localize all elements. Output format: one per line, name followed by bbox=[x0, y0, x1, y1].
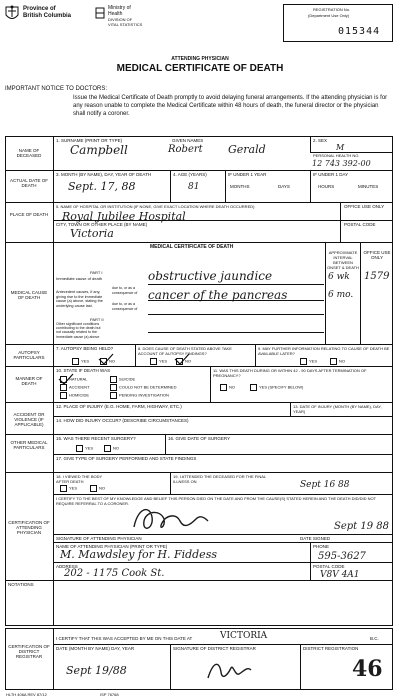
manner-homicide[interactable] bbox=[60, 392, 89, 399]
accident-divider bbox=[290, 402, 291, 416]
other-q16: 16. GIVE DATE OF SURGERY bbox=[168, 436, 231, 441]
surname-label: 1. SURNAME (PRINT OR TYPE) bbox=[56, 138, 123, 143]
surgery-no[interactable] bbox=[104, 445, 119, 452]
given-name-value: Robert bbox=[168, 144, 203, 155]
title-kicker: ATTENDING PHYSICIAN bbox=[171, 56, 229, 62]
province-line-2: British Columbia bbox=[23, 13, 72, 19]
manner-suicide[interactable] bbox=[110, 376, 135, 383]
registrar-side-label: CERTIFICATION OF DISTRICT REGISTRAR bbox=[8, 644, 50, 659]
autopsy-q8: 8. DOES CAUSE OF DEATH STATED ABOVE TAKE ACCOUNT OF AUTOPSY FINDINGS? bbox=[138, 346, 232, 356]
manner-undetermined-label: COULD NOT BE DETERMINED bbox=[119, 384, 177, 390]
part1-label: PART I bbox=[90, 270, 103, 275]
place-office-label: OFFICE USE ONLY bbox=[344, 204, 385, 209]
pregnancy-yes[interactable] bbox=[250, 384, 303, 391]
cause-side-label: MEDICAL CAUSE OF DEATH bbox=[10, 290, 48, 300]
registration-number: 015344 bbox=[338, 26, 381, 37]
ministry-line-2: Health bbox=[108, 11, 123, 17]
under1-year-label: IF UNDER 1 YEAR bbox=[228, 172, 267, 177]
autopsy-divider-1 bbox=[135, 344, 136, 366]
phone-value: 595-3627 bbox=[318, 551, 366, 562]
cert-divider bbox=[170, 472, 171, 494]
city-label: CITY, TOWN OR OTHER PLACE (BY NAME) bbox=[56, 222, 148, 227]
notice-body: Issue the Medical Certificate of Death promptly to avoid delaying funeral arrangements. If the attending physician is for any reason unable to complete the Medical Certificate within 48 hours of death, the funeral director or the physician shall notify a coroner. bbox=[73, 95, 388, 117]
manner-homicide-label: HOMICIDE bbox=[69, 392, 89, 398]
attended-date-value: Sept 16 88 bbox=[300, 480, 350, 490]
cause-heading: MEDICAL CERTIFICATE OF DEATH bbox=[150, 244, 234, 250]
autopsy-q7: 7. AUTOPSY BEING HELD? bbox=[56, 346, 114, 351]
under1-day-label: IF UNDER 1 DAY bbox=[313, 172, 349, 177]
pregnancy-no-label: NO bbox=[229, 384, 235, 390]
cause-a-value: obstructive jaundice bbox=[148, 269, 273, 283]
notations-label: NOTATIONS bbox=[8, 582, 34, 587]
address-value: 202 - 1175 Cook St. bbox=[64, 568, 165, 579]
other-conditions-label: Other significant conditions contributing to the death but not causally related to the immediate cause (a) above bbox=[56, 322, 101, 339]
q8-no-label: NO bbox=[185, 358, 191, 364]
due-to-b-label: due to, or as a consequence of bbox=[112, 302, 138, 311]
registrar-date-label: DATE (MONTH BY NAME) DAY, YEAR bbox=[56, 646, 135, 651]
phone-divider bbox=[310, 542, 311, 580]
manner-divider bbox=[210, 366, 211, 402]
registrar-side-divider bbox=[53, 628, 54, 690]
row-divider-2 bbox=[5, 202, 393, 203]
surname-value: Campbell bbox=[70, 143, 128, 157]
other-q15: 15. WAS THERE RECENT SURGERY? bbox=[56, 436, 136, 441]
natural-check-mark-icon bbox=[58, 372, 74, 384]
cause-c-line bbox=[148, 314, 324, 315]
part2-label: PART II bbox=[90, 317, 104, 322]
antecedent-label: Antecedent causes, if any, giving rise to the immediate cause (a) above, stating the underlying cause last. bbox=[56, 290, 103, 308]
minutes-label: MINUTES bbox=[358, 184, 379, 189]
registrar-certify-label: I CERTIFY THAT THIS WAS ACCEPTED BY ME ON THIS DATE AT bbox=[56, 636, 193, 641]
death-date-label: 3. MONTH (BY NAME), DAY, YEAR OF DEATH bbox=[56, 172, 152, 177]
place-office-divider bbox=[340, 202, 341, 242]
surgery-yes[interactable] bbox=[76, 445, 93, 452]
under1-divider bbox=[225, 170, 226, 202]
given-names-label: GIVEN NAMES bbox=[172, 138, 204, 143]
registration-label: REGISTRATION No. bbox=[313, 7, 351, 12]
signature-line bbox=[53, 534, 393, 535]
q9-yes[interactable] bbox=[300, 358, 317, 365]
manner-accident-label: ACCIDENT bbox=[69, 384, 90, 390]
viewed-no-label: NO bbox=[99, 485, 105, 491]
death-date-section-label: ACTUAL DATE OF DEATH bbox=[9, 178, 48, 188]
row-divider-5 bbox=[5, 366, 393, 367]
age-label: 4. AGE (YEARS) bbox=[173, 172, 207, 177]
address-label: ADDRESS bbox=[56, 564, 78, 569]
province-line-1: Province of bbox=[23, 6, 56, 12]
cause-b-value: cancer of the pancreas bbox=[148, 288, 288, 302]
phn-value: 12 743 392-00 bbox=[312, 159, 371, 168]
interval-divider bbox=[325, 242, 326, 344]
cert-q18: 18. I VIEWED THE BODY AFTER DEATH bbox=[56, 474, 103, 484]
physician-signature bbox=[130, 503, 210, 535]
viewed-yes-label: YES bbox=[69, 485, 78, 491]
registration-sub: (Department Use Only) bbox=[308, 13, 350, 18]
other-divider bbox=[165, 434, 166, 454]
side-label-divider bbox=[53, 136, 54, 626]
due-to-a-label: due to, or as a consequence of bbox=[112, 286, 138, 295]
cause-part2-line bbox=[148, 332, 324, 333]
interval-a-value: 6 wk bbox=[328, 272, 350, 282]
registrar-sig-label: SIGNATURE OF DISTRICT REGISTRAR bbox=[173, 646, 256, 651]
place-mid-line bbox=[53, 220, 393, 221]
manner-natural-label: NATURAL bbox=[69, 376, 88, 382]
accident-side-label: ACCIDENT OR VIOLENCE (IF APPLICABLE) bbox=[13, 412, 45, 427]
sex-label: 2. SEX bbox=[313, 138, 328, 143]
deceased-section-label: NAME OF DECEASED bbox=[16, 148, 42, 158]
sex-divider bbox=[310, 136, 311, 152]
sex-value: M bbox=[336, 143, 345, 152]
cert-statement: I CERTIFY TO THE BEST OF MY KNOWLEDGE AND BELIEF THIS PERSON DIED ON THE DATE AND FROM THE CAUSE(S) STATED HEREIN AND THE DEATH DID/DID NOT REQUIRE REFERRAL TO A CORONER. bbox=[56, 496, 376, 506]
q7-no-label: NO bbox=[109, 358, 115, 364]
cause-a-line bbox=[148, 284, 324, 285]
place-postal-label: POSTAL CODE bbox=[344, 222, 376, 227]
physician-name-label: NAME OF ATTENDING PHYSICIAN (PRINT OR TYPE) bbox=[56, 544, 168, 549]
manner-pending[interactable] bbox=[110, 392, 169, 399]
city-value: Victoria bbox=[70, 227, 114, 240]
ministry-line-4: VITAL STATISTICS bbox=[108, 22, 143, 27]
row-divider-6 bbox=[5, 402, 393, 403]
age-divider bbox=[170, 170, 171, 202]
district-number-value: 46 bbox=[352, 656, 383, 682]
physician-name-value: M. Mawdsley for H. Fiddess bbox=[60, 548, 217, 561]
accident-q13: 13. DATE OF INJURY (MONTH (BY NAME), DAY, YEAR) bbox=[293, 404, 382, 414]
immediate-cause-label: Immediate cause of death bbox=[56, 276, 103, 281]
date-signed-label: DATE SIGNED bbox=[300, 536, 331, 541]
row-divider-1 bbox=[5, 170, 393, 171]
accident-q14: 14. HOW DID INJURY OCCUR? (DESCRIBE CIRCUMSTANCES) bbox=[56, 418, 189, 423]
cause-office-label: OFFICE USE ONLY bbox=[363, 250, 391, 260]
under1-day-divider bbox=[310, 170, 311, 202]
q9-yes-label: YES bbox=[309, 358, 318, 364]
name-top-line bbox=[53, 542, 393, 543]
q8-yes[interactable] bbox=[150, 358, 167, 365]
autopsy-q9: 9. MAY FURTHER INFORMATION RELATING TO CAUSE OF DEATH BE AVAILABLE LATER? bbox=[258, 346, 390, 356]
district-registration-label: DISTRICT REGISTRATION bbox=[303, 646, 359, 651]
manner-side-label: MANNER OF DEATH bbox=[15, 376, 43, 386]
registrar-divider-2 bbox=[300, 644, 301, 690]
hours-label: HOURS bbox=[318, 184, 335, 189]
q9-no-label: NO bbox=[339, 358, 345, 364]
signature-label: SIGNATURE OF ATTENDING PHYSICIAN bbox=[56, 536, 142, 541]
manner-undetermined[interactable] bbox=[110, 384, 177, 391]
surgery-yes-label: YES bbox=[85, 445, 94, 451]
ministry-line-3: DIVISION OF bbox=[108, 17, 133, 22]
days-label: DAYS bbox=[278, 184, 290, 189]
cause-office-divider bbox=[360, 242, 361, 344]
phn-label: PERSONAL HEALTH NO. bbox=[313, 153, 360, 158]
viewed-yes[interactable] bbox=[60, 485, 77, 492]
row-divider-9 bbox=[5, 580, 393, 581]
manner-suicide-label: SUICIDE bbox=[119, 376, 136, 382]
accident-q12: 12. PLACE OF INJURY (E.G. HOME, FARM, HIGHWAY, ETC.) bbox=[56, 404, 182, 409]
q8-no-check-mark-icon bbox=[174, 352, 190, 364]
surgery-no-label: NO bbox=[113, 445, 119, 451]
autopsy-side-label: AUTOPSY PARTICULARS bbox=[13, 350, 45, 360]
cert-q19: 19. I ATTENDED THE DECEASED FOR THE FINAL ILLNESS ON bbox=[173, 474, 266, 484]
other-mid-line bbox=[53, 454, 393, 455]
death-date-value: Sept. 17, 88 bbox=[68, 180, 136, 193]
cert-line-1 bbox=[53, 494, 393, 495]
form-number: HLTH 406A REV 87/12 bbox=[6, 692, 47, 697]
phone-label: PHONE bbox=[313, 544, 330, 549]
q7-yes-label: YES bbox=[81, 358, 90, 364]
manner-accident[interactable] bbox=[60, 384, 89, 391]
other-q17: 17. GIVE TYPE OF SURGERY PERFORMED AND STATE FINDINGS bbox=[56, 456, 197, 461]
hospital-label: 5. NAME OF HOSPITAL OR INSTITUTION (IF NONE, GIVE EXACT LOCATION WHERE DEATH OCCURRED) bbox=[56, 204, 255, 209]
manner-q11: 11. WAS THIS DEATH DURING OR WITHIN 42 - 90 DAYS AFTER TERMINATION OF PREGNANCY? bbox=[213, 368, 367, 378]
postal-value: V8V 4A1 bbox=[320, 570, 360, 580]
row-divider-7 bbox=[5, 434, 393, 435]
row-divider-3 bbox=[5, 242, 393, 243]
row-divider-8 bbox=[5, 472, 393, 473]
notice-heading: IMPORTANT NOTICE TO DOCTORS: bbox=[5, 86, 108, 92]
interval-label: APPROXIMATE INTERVAL BETWEEN ONSET & DEATH bbox=[327, 250, 359, 270]
address-top-line bbox=[53, 562, 393, 563]
accident-mid-line bbox=[53, 416, 393, 417]
manner-q10: 10. STATE IF DEATH WAS bbox=[56, 368, 111, 373]
manner-pending-label: PENDING INVESTIGATION bbox=[119, 392, 169, 398]
cert-postal-label: POSTAL CODE bbox=[313, 564, 345, 569]
interval-b-value: 6 mo. bbox=[328, 290, 354, 300]
date-signed-value: Sept 19 88 bbox=[334, 521, 389, 532]
autopsy-divider-2 bbox=[255, 344, 256, 366]
isp-number: ISP 76768 bbox=[100, 692, 119, 697]
registrar-signature bbox=[205, 656, 255, 684]
certification-side-label: CERTIFICATION OF ATTENDING PHYSICIAN bbox=[8, 520, 50, 535]
page-title: MEDICAL CERTIFICATE OF DEATH bbox=[116, 63, 284, 74]
bc-crest-icon bbox=[4, 5, 20, 23]
q8-yes-label: YES bbox=[159, 358, 168, 364]
pregnancy-no[interactable] bbox=[220, 384, 235, 391]
cause-b-line bbox=[148, 300, 324, 301]
cause-office-code: 1579 bbox=[364, 271, 390, 282]
viewed-no[interactable] bbox=[90, 485, 105, 492]
hospital-value: Royal Jubilee Hospital bbox=[62, 210, 186, 223]
registrar-bc: B.C. bbox=[370, 636, 379, 641]
row-divider-4 bbox=[5, 344, 393, 345]
age-value: 81 bbox=[188, 182, 200, 192]
place-section-label: PLACE OF DEATH bbox=[9, 212, 49, 217]
pregnancy-yes-label: YES (SPECIFY BELOW) bbox=[259, 384, 304, 390]
registrar-mid-line bbox=[53, 644, 393, 645]
ministry-logo-icon bbox=[95, 6, 105, 18]
q9-no[interactable] bbox=[330, 358, 345, 365]
q7-no-check-mark-icon bbox=[98, 352, 114, 364]
other-side-label: OTHER MEDICAL PARTICULARS bbox=[10, 440, 48, 450]
q7-yes[interactable] bbox=[72, 358, 89, 365]
months-label: MONTHS bbox=[230, 184, 250, 189]
ministry-line-1: Ministry of bbox=[108, 5, 131, 11]
registrar-place: VICTORIA bbox=[220, 631, 268, 641]
registrar-date-value: Sept 19/88 bbox=[66, 664, 127, 677]
registrar-divider-1 bbox=[170, 644, 171, 690]
middle-name-value: Gerald bbox=[228, 143, 266, 156]
